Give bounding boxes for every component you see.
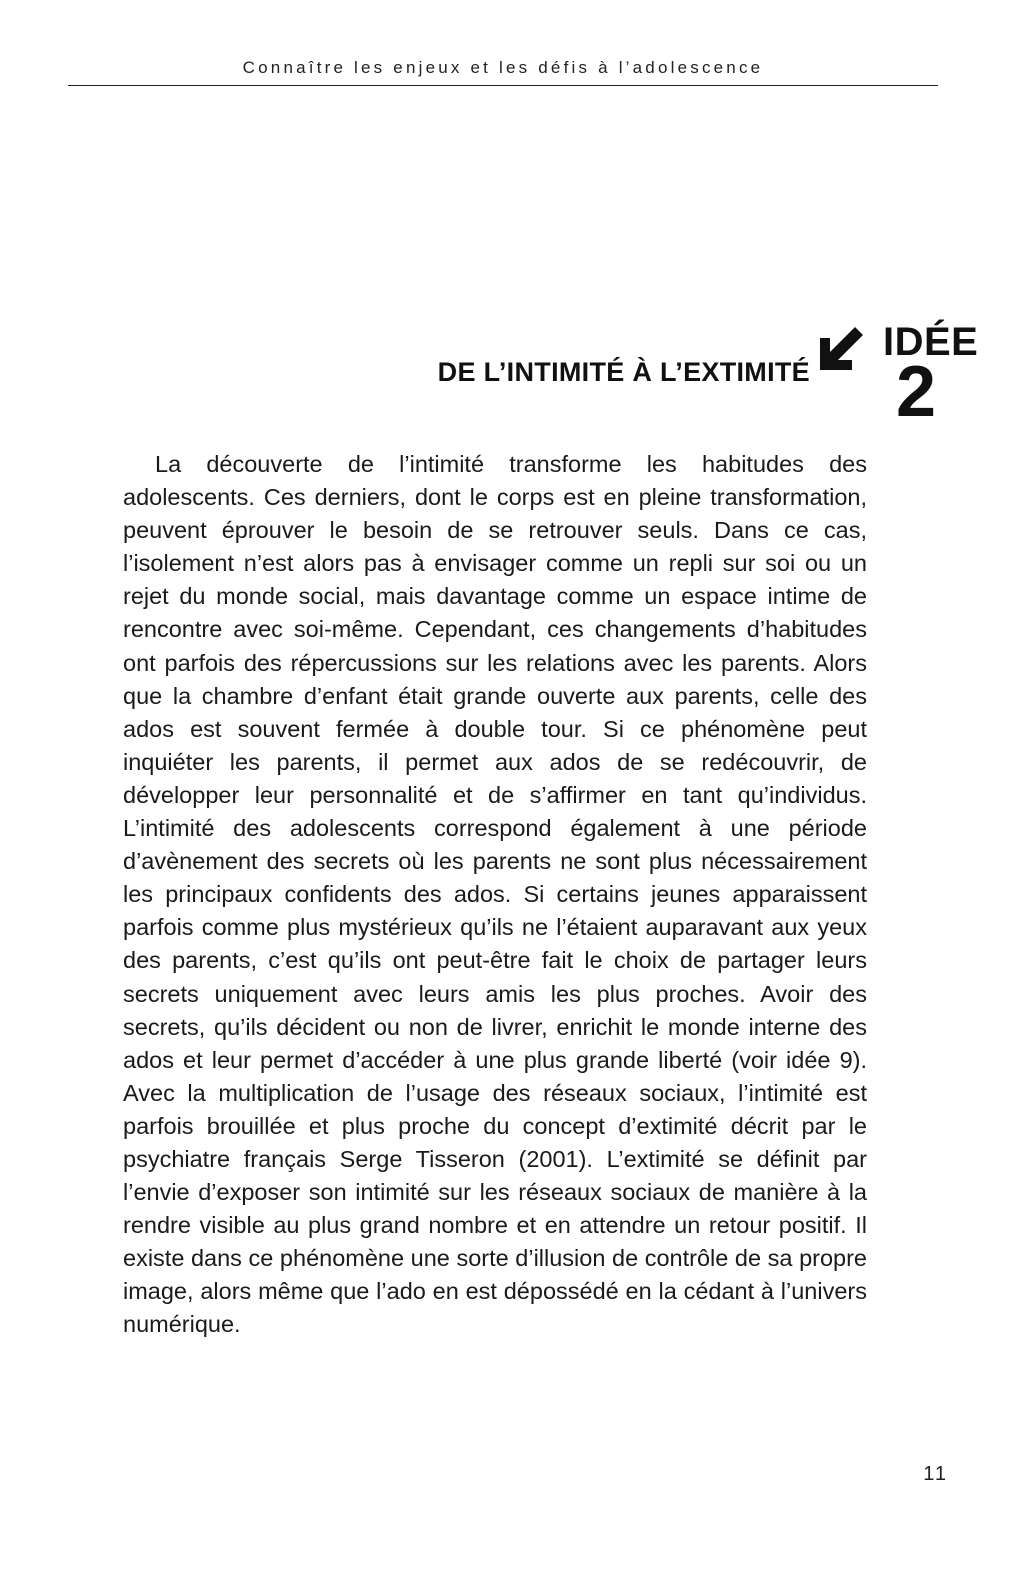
idea-number: 2 [896, 352, 937, 432]
page-number: 11 [923, 1463, 948, 1485]
header-rule [68, 85, 938, 86]
section-title: DE L’INTIMITÉ À L’EXTIMITÉ [437, 357, 810, 387]
south-west-arrow-icon [818, 326, 864, 372]
running-header: Connaître les enjeux et les défis à l’adolescence [242, 58, 764, 77]
body-paragraph: La découverte de l’intimité transforme les habitudes des adolescents. Ces derniers, dont le corps est en pleine transformation, peuvent éprouver le besoin de se retrouver seuls. Dans ce cas, l’isolement n’est alors pas à envisager comme un repli sur soi ou un rejet du monde social, mais davantage comme un espace intime de rencontre avec soi-même. Cependant, ces changements d’habitudes ont parfois des répercussions sur les relations avec les parents. Alors que la chambre d’enfant était grande ouverte aux parents, celle des ados est souvent fermée à double tour. Si ce phénomène peut inquiéter les parents, il permet aux ados de se redécouvrir, de développer leur personnalité et de s’affirmer en tant qu’individus. L’intimité des adolescents correspond également à une période d’avènement des secrets où les parents ne sont plus nécessairement les principaux confidents des ados. Si certains jeunes apparaissent parfois comme plus mystérieux qu’ils ne l’étaient auparavant aux yeux des parents, c’est qu’ils ont peut-être fait le choix de partager leurs secrets uniquement avec leurs amis les plus proches. Avoir des secrets, qu’ils décident ou non de livrer, enrichit le monde interne des ados et leur permet d’accéder à une plus grande liberté (voir idée 9). Avec la multiplication de l’usage des réseaux sociaux, l’intimité est parfois brouillée et plus proche du concept d’extimité décrit par le psychiatre français Serge Tisseron (2001). L’extimité se définit par l’envie d’exposer son intimité sur les réseaux sociaux de manière à la rendre visible au plus grand nombre et en attendre un retour positif. Il existe dans ce phénomène une sorte d’illusion de contrôle de sa propre image, alors même que l’ado en est dépossédé en la cédant à l’univers numérique. [123, 451, 867, 1338]
idea-label: IDÉE [883, 320, 979, 364]
